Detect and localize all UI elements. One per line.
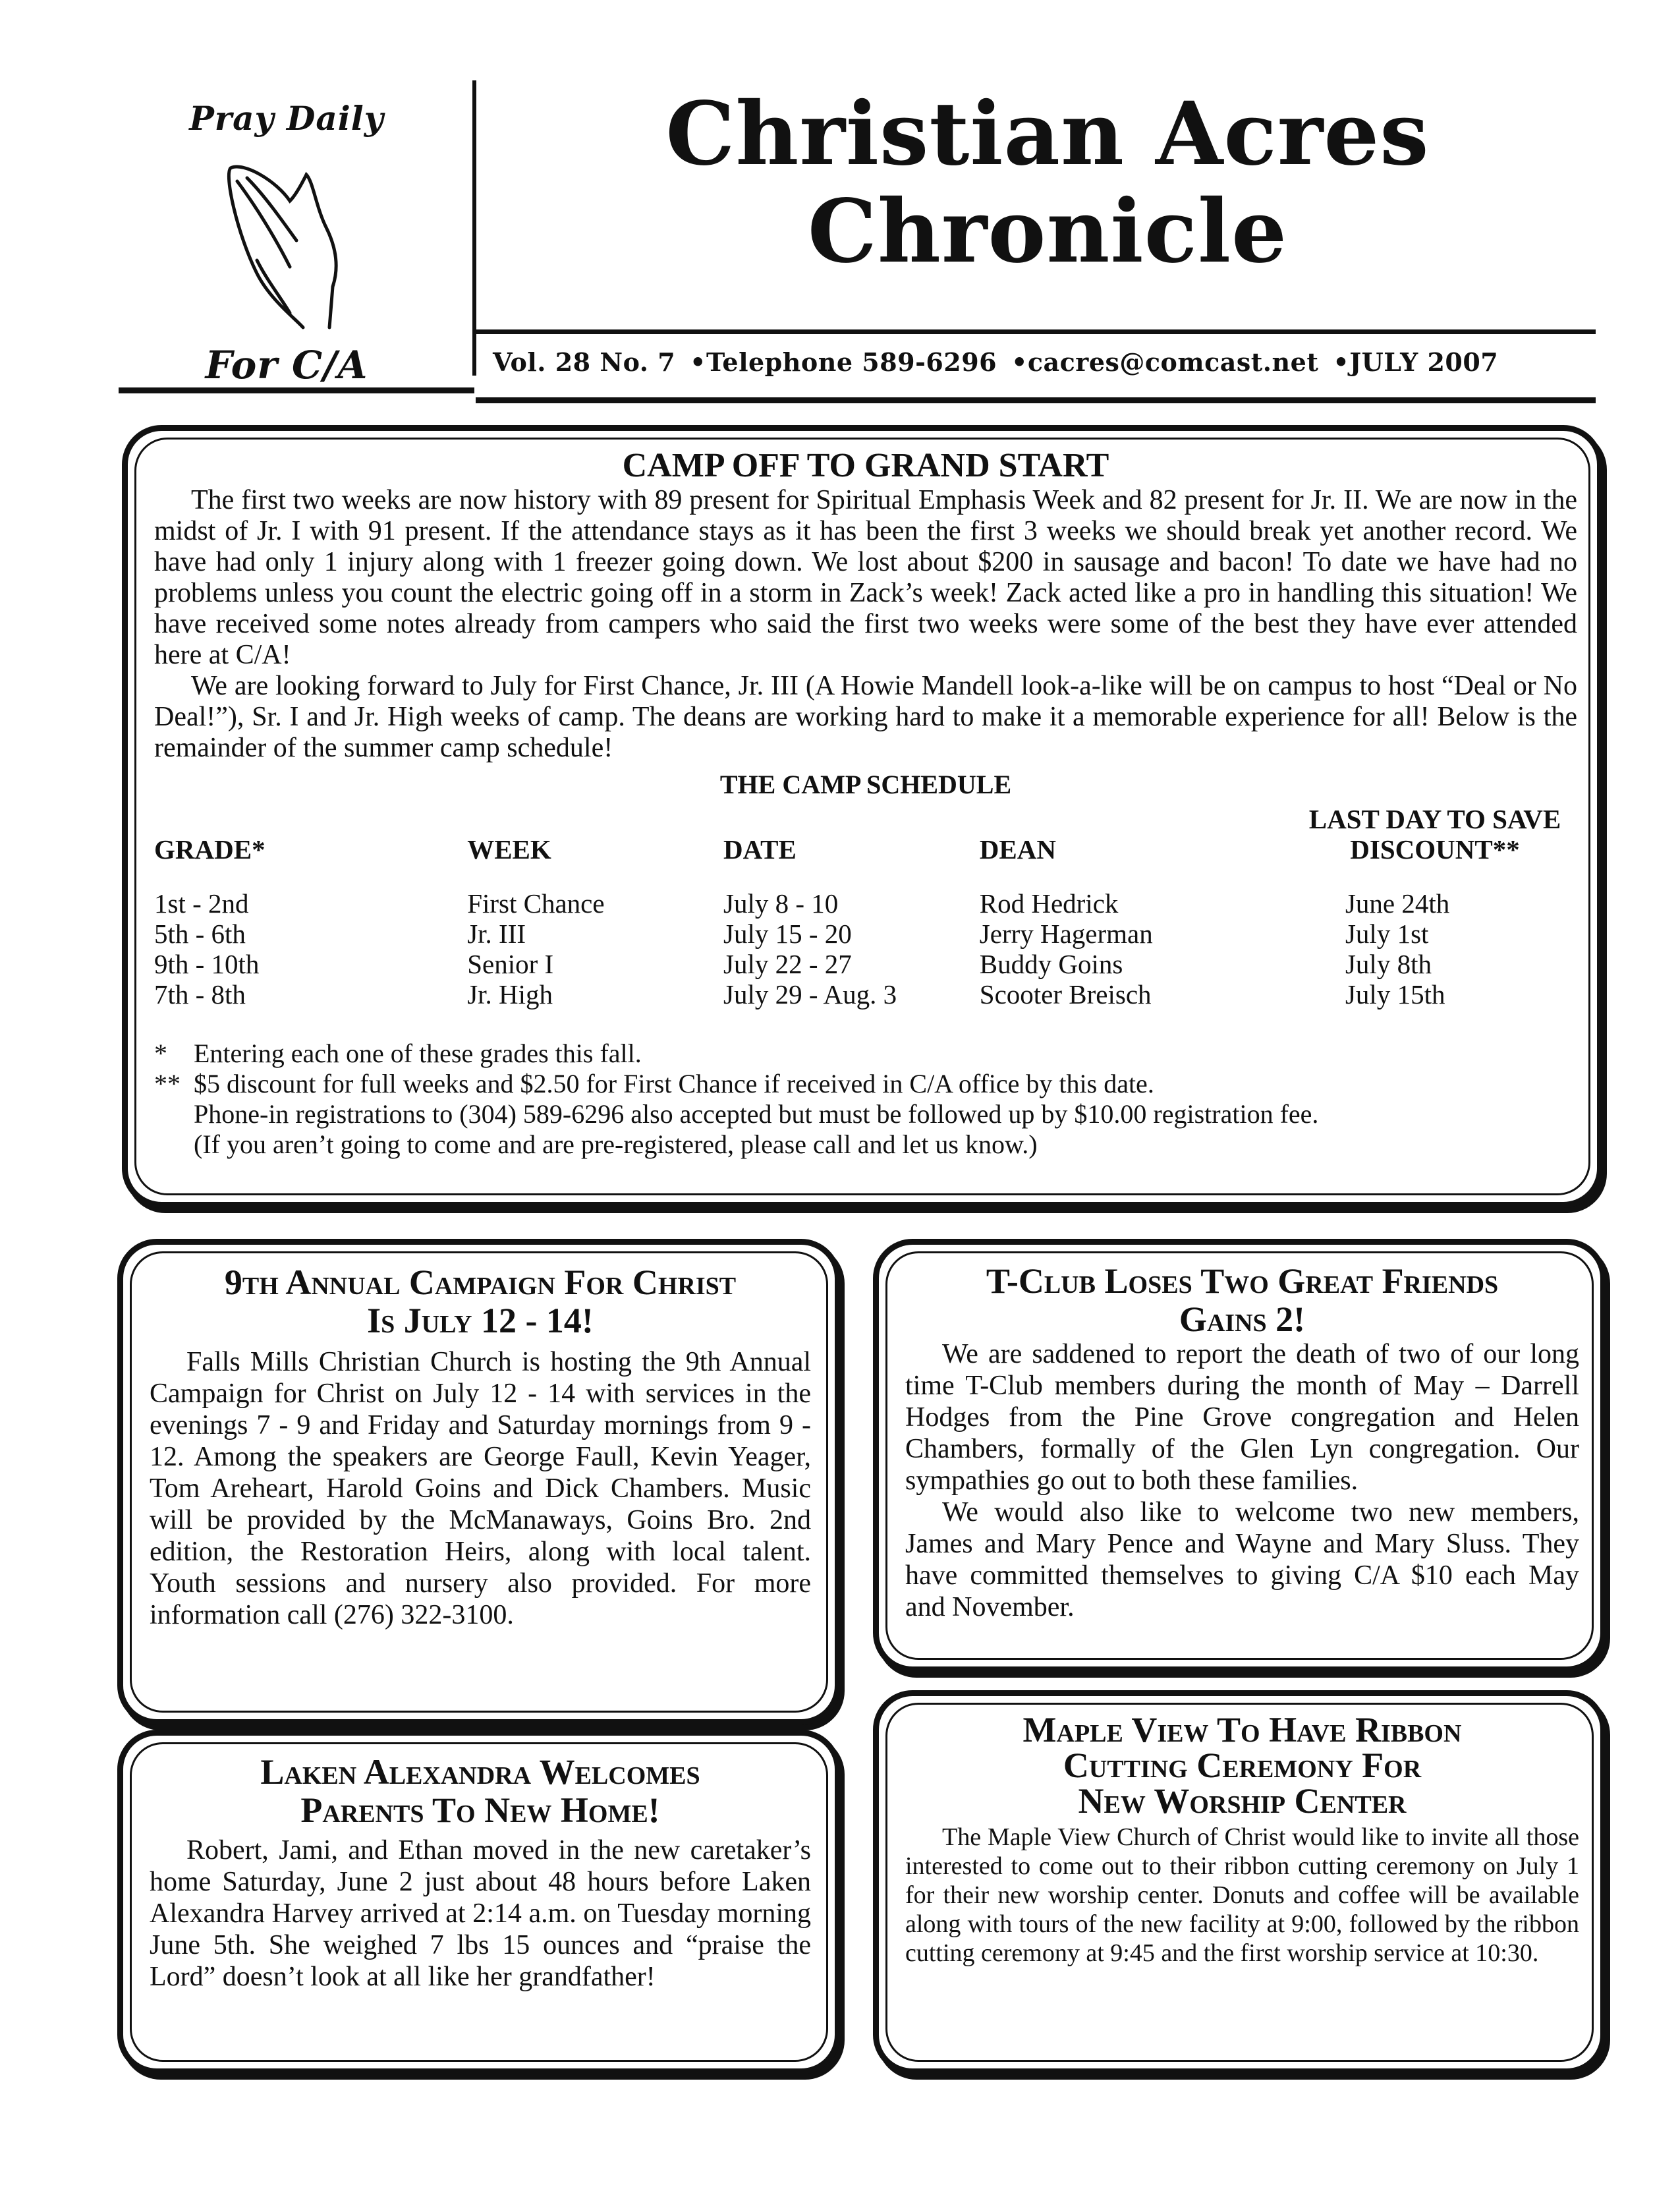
- table-row: [154, 919, 1577, 949]
- cell-discount: July 15th: [1345, 979, 1445, 1010]
- schedule-notes: [154, 1039, 1577, 1160]
- cell-dean: Jerry Hagerman: [979, 919, 1153, 949]
- laken-article-box: [117, 1730, 841, 2074]
- footnote-text: (If you aren’t going to come and are pre-registered, please call and let us know.): [194, 1129, 1038, 1159]
- logo-pray-daily: Pray Daily: [189, 99, 384, 138]
- camp-article-box: [122, 425, 1603, 1208]
- footnote-mark: **: [154, 1069, 181, 1098]
- issue-info-bar: [476, 329, 1596, 403]
- cell-date: July 22 - 27: [723, 949, 852, 979]
- bullet-separator: •: [1011, 347, 1028, 377]
- camp-headline: CAMP OFF TO GRAND START: [622, 447, 1109, 484]
- col-header-date: DATE: [723, 834, 797, 865]
- campaign-body: Falls Mills Christian Church is hosting the 9th Annual Campaign for Christ on July 12 - 14 with services in the evenings 7 - 9 and Friday and Saturday mornings from 9 - 12. Among the speakers are George Faull, Kevin Yeager, Tom Areheart, Harold Goins and Dick Chambers. Music will be provided by the McManaways, Goins Bro. 2nd edition, the Restoration Heirs, along with local talent. Youth sessions and nursery also provided. For more information call (276) 322-3100.: [150, 1347, 811, 1630]
- footnote: [154, 1129, 1577, 1160]
- col-header-week: WEEK: [467, 834, 551, 865]
- praying-hands-icon: [217, 155, 349, 333]
- newsletter-title: [481, 83, 1614, 283]
- cell-week: Senior I: [467, 949, 554, 979]
- bullet-separator: •: [690, 347, 706, 377]
- footnote-text: Phone-in registrations to (304) 589-6296 also accepted but must be followed up by $10.00 registration fee.: [194, 1099, 1319, 1129]
- title-line-2: Chronicle: [807, 181, 1288, 283]
- cell-grade: 5th - 6th: [154, 919, 246, 949]
- col-header-discount: LAST DAY TO SAVE DISCOUNT**: [1308, 804, 1561, 865]
- tclub-article-box: [873, 1239, 1606, 1672]
- schedule-header-row: [154, 804, 1577, 888]
- col-header-grade: GRADE*: [154, 834, 266, 865]
- tclub-paragraph: We are saddened to report the death of two of our long time T-Club members during the month of May – Darrell Hodges from the Pine Grove congregation and Helen Chambers, formally of the Glen Lyn congregation. Our sympathies go out to both these families.: [905, 1339, 1579, 1496]
- cell-grade: 7th - 8th: [154, 979, 246, 1010]
- schedule-title: THE CAMP SCHEDULE: [719, 770, 1012, 799]
- camp-paragraph: The first two weeks are now history with 89 present for Spiritual Emphasis Week and 82 present for Jr. II. We are now in the midst of Jr. I with 91 present. If the attendance stays as it has been the first 3 weeks we should break yet another record. We have had only 1 injury along with 1 freezer going down. We lost about $200 in sausage and bacon! To date we have had no problems unless you count the electric going off in a storm in Zack’s week! Zack acted like a pro in handling this situation! We have received some notes already from campers who said the first two weeks were some of the best they have ever attended here at C/A!: [154, 485, 1577, 670]
- maple-article-box: [873, 1690, 1606, 2074]
- masthead-rule: [119, 387, 474, 393]
- telephone: Telephone 589-6296: [706, 347, 997, 377]
- footnote-mark: *: [154, 1039, 167, 1068]
- cell-dean: Rod Hedrick: [979, 888, 1119, 919]
- col-header-dean: DEAN: [979, 834, 1056, 865]
- cell-week: First Chance: [467, 888, 605, 919]
- campaign-article-box: [117, 1239, 841, 1725]
- tclub-paragraph: We would also like to welcome two new members, James and Mary Pence and Wayne and Mary Sluss. They have committed themselves to giving C/A $10 each May and November.: [905, 1497, 1579, 1622]
- title-line-1: Christian Acres: [665, 83, 1430, 185]
- footnote: [154, 1099, 1577, 1129]
- table-row: [154, 888, 1577, 919]
- cell-dean: Scooter Breisch: [979, 979, 1152, 1010]
- footnote-mark: [154, 1099, 194, 1129]
- camp-schedule-table: [154, 804, 1577, 1010]
- cell-date: July 8 - 10: [723, 888, 839, 919]
- issue-date: JULY 2007: [1349, 347, 1499, 377]
- cell-grade: 9th - 10th: [154, 949, 260, 979]
- bullet-separator: •: [1333, 347, 1350, 377]
- table-row: [154, 949, 1577, 979]
- cell-date: July 29 - Aug. 3: [723, 979, 897, 1010]
- footnote: [154, 1039, 1577, 1069]
- footnote-text: Entering each one of these grades this fall.: [194, 1039, 642, 1068]
- cell-date: July 15 - 20: [723, 919, 852, 949]
- footnote: [154, 1069, 1577, 1099]
- campaign-headline: 9th Annual Campaign For Christ Is July 12 - 14!: [224, 1263, 737, 1340]
- cell-grade: 1st - 2nd: [154, 888, 249, 919]
- masthead-logo: [119, 63, 455, 387]
- camp-paragraph: We are looking forward to July for First Chance, Jr. III (A Howie Mandell look-a-like will be on campus to host “Deal or No Deal!”), Sr. I and Jr. High weeks of camp. The deans are working hard to make it a memorable experience for all! Below is the remainder of the summer camp schedule!: [154, 671, 1577, 763]
- table-row: [154, 979, 1577, 1010]
- logo-for-ca: For C/A: [205, 343, 368, 387]
- laken-headline: Laken Alexandra Welcomes Parents To New Home!: [260, 1752, 700, 1830]
- cell-discount: July 8th: [1345, 949, 1432, 979]
- cell-dean: Buddy Goins: [979, 949, 1123, 979]
- tclub-headline: T-Club Loses Two Great Friends Gains 2!: [986, 1261, 1499, 1339]
- laken-body: Robert, Jami, and Ethan moved in the new caretaker’s home Saturday, June 2 just about 48 hours before Laken Alexandra Harvey arrived at 2:14 a.m. on Tuesday morning June 5th. She weighed 7 lbs 15 ounces and “praise the Lord” doesn’t look at all like her grandfather!: [150, 1835, 811, 1992]
- footnote-mark: [154, 1129, 194, 1160]
- maple-body: The Maple View Church of Christ would like to invite all those interested to come out to their ribbon cutting ceremony on July 1 for their new worship center. Donuts and coffee will be available along with tours of the new facility at 9:00, followed by the ribbon cutting ceremony at 9:45 and the first worship service at 10:30.: [905, 1823, 1579, 1967]
- email-address[interactable]: cacres@comcast.net: [1027, 347, 1319, 377]
- cell-discount: July 1st: [1345, 919, 1429, 949]
- cell-week: Jr. High: [467, 979, 553, 1010]
- maple-headline: Maple View To Have Ribbon Cutting Ceremony For New Worship Center: [1022, 1710, 1462, 1821]
- cell-week: Jr. III: [467, 919, 526, 949]
- cell-discount: June 24th: [1345, 888, 1450, 919]
- footnote-text: $5 discount for full weeks and $2.50 for First Chance if received in C/A office by this date.: [194, 1069, 1154, 1098]
- volume-number: Vol. 28 No. 7: [493, 347, 676, 377]
